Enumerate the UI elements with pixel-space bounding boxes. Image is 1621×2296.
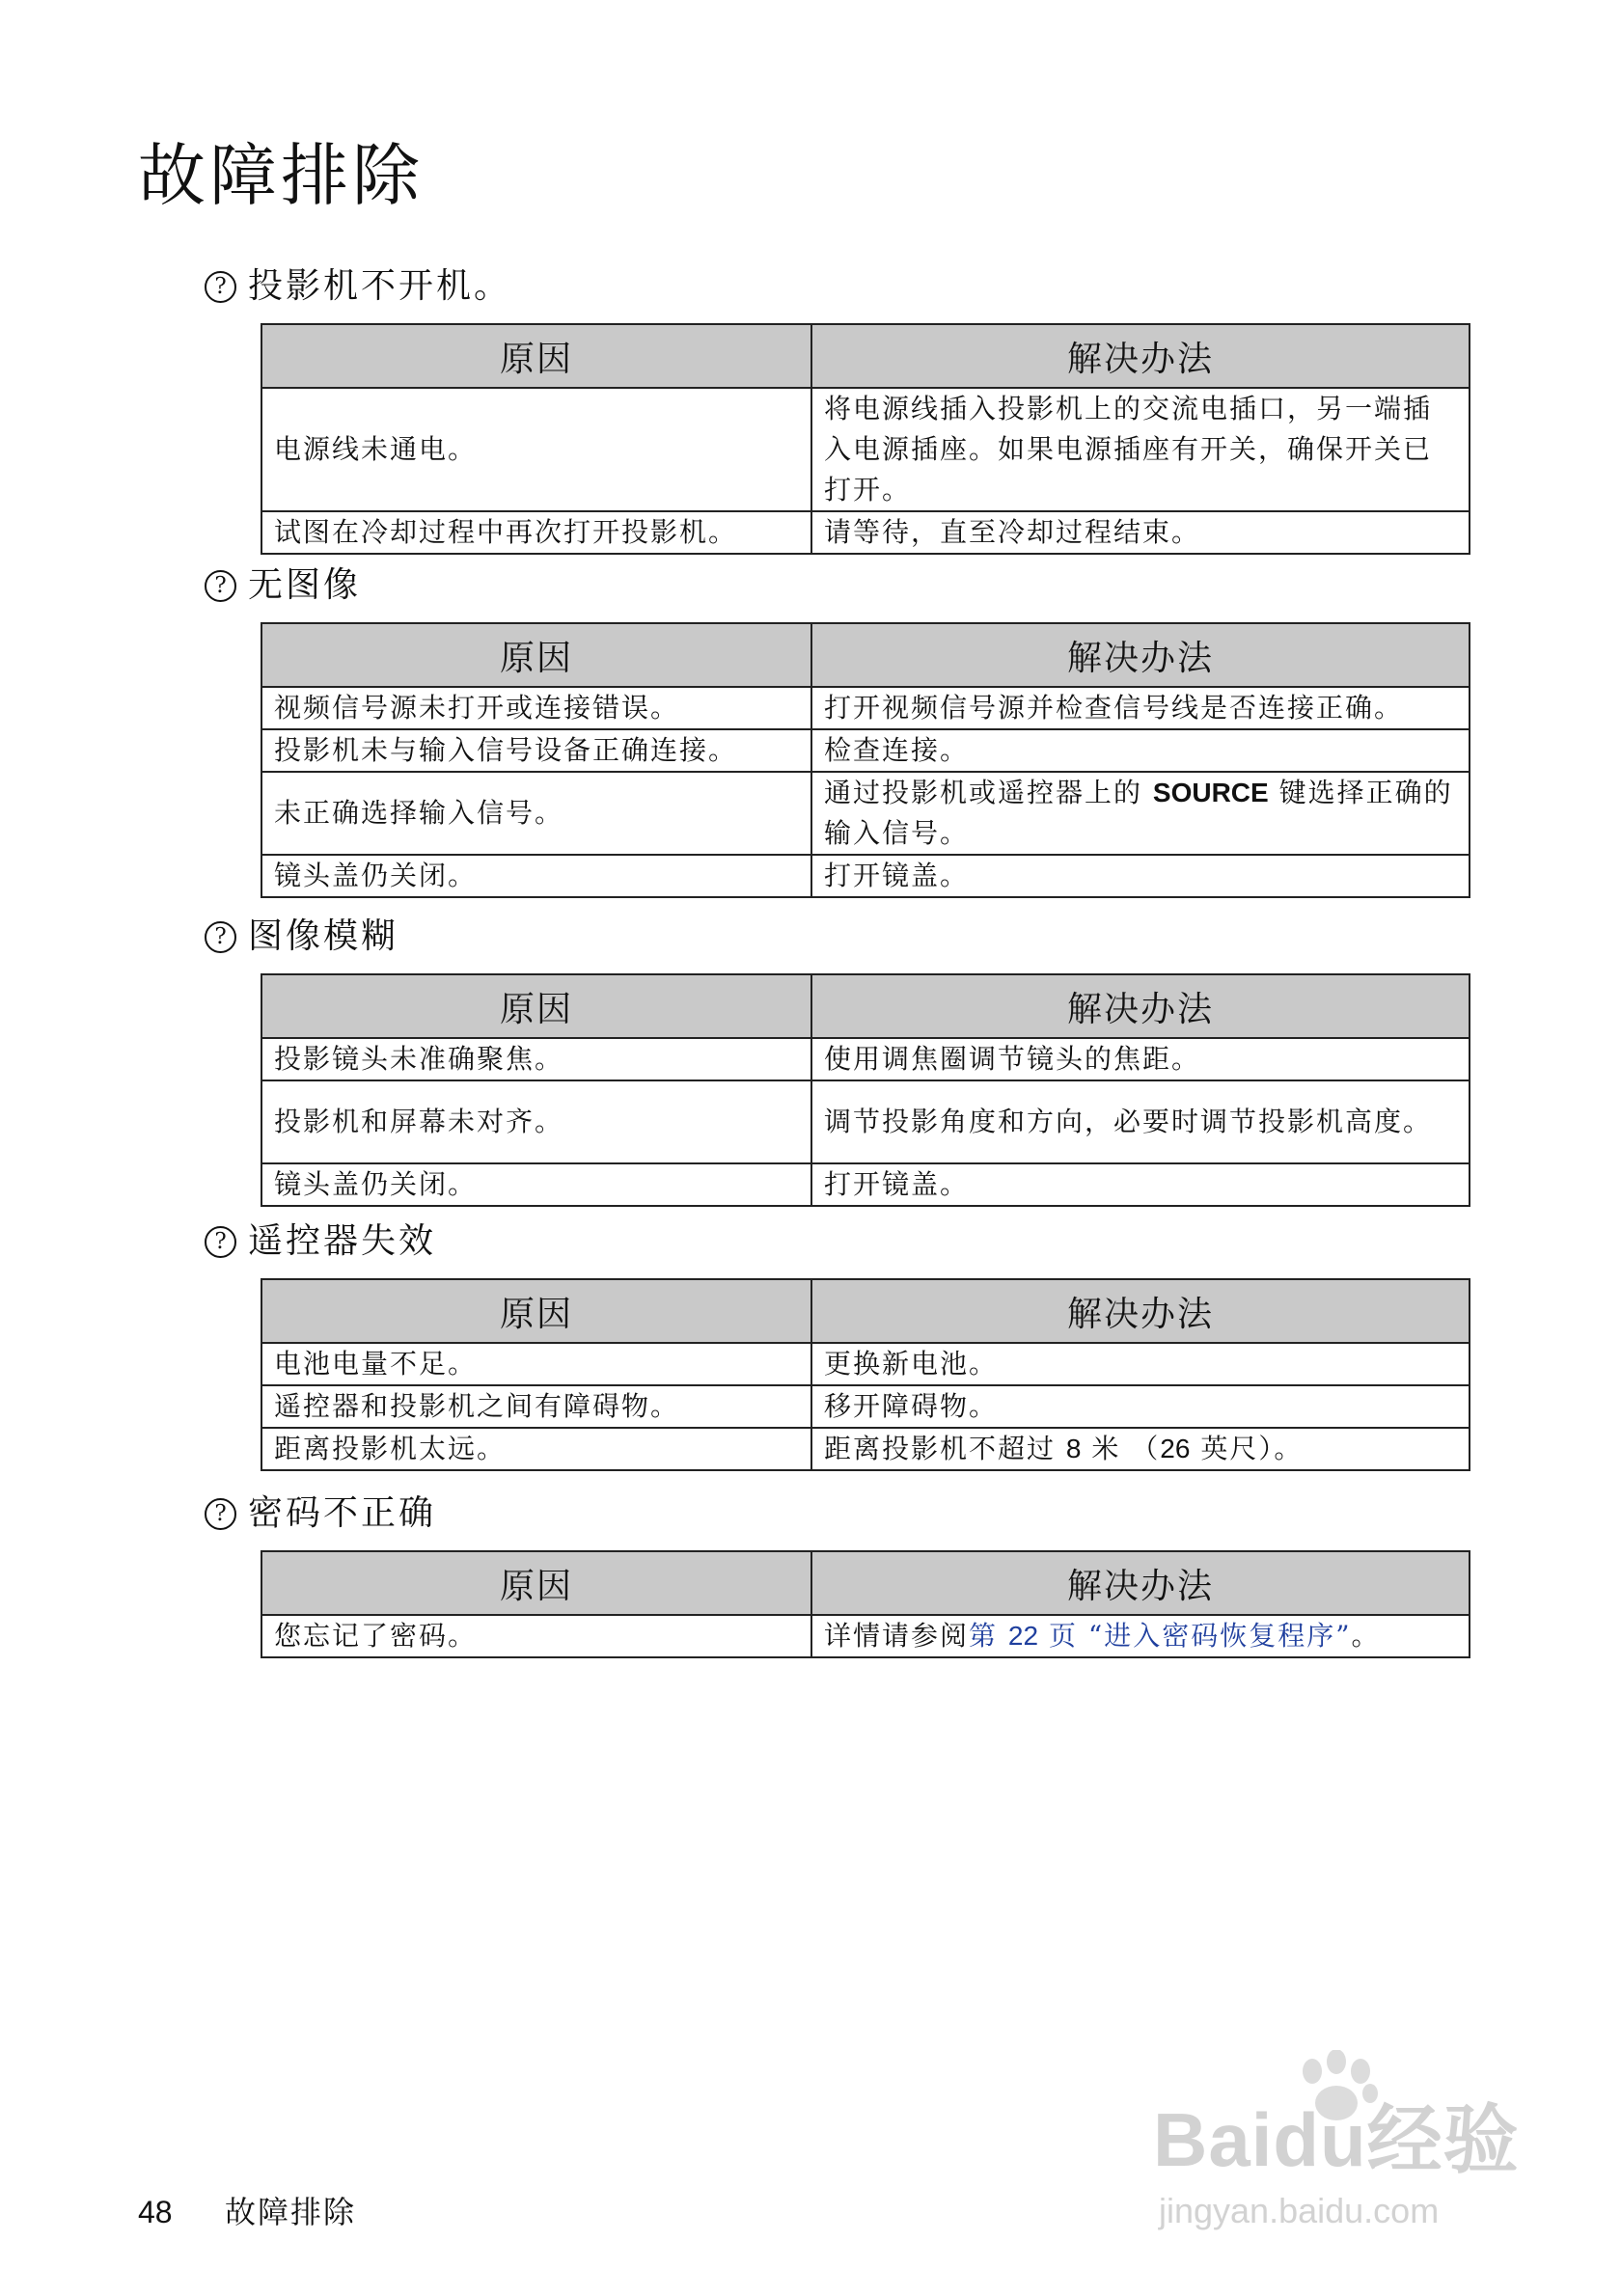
solution-cell: 更换新电池。: [811, 1343, 1470, 1385]
table-header-row: [261, 974, 1470, 1038]
distance-meters: 8: [1065, 1434, 1082, 1463]
solution-cell: 移开障碍物。: [811, 1385, 1470, 1428]
table-header-row: [261, 324, 1470, 388]
page-number: 48: [138, 2195, 173, 2229]
solution-cell: 调节投影角度和方向，必要时调节投影机高度。: [811, 1080, 1470, 1163]
table-row: [261, 1343, 1470, 1385]
troubleshoot-table: [261, 622, 1470, 898]
table-row: [261, 855, 1470, 897]
link-text: 第: [969, 1620, 1008, 1652]
solution-text: 距离投影机不超过: [824, 1433, 1066, 1464]
cause-cell: 您忘记了密码。: [261, 1615, 811, 1657]
watermark-url: jingyan.baidu.com: [1159, 2191, 1440, 2230]
solution-cell: 打开视频信号源并检查信号线是否连接正确。: [811, 687, 1470, 729]
question-icon: ?: [205, 1226, 236, 1258]
question-icon: ?: [205, 1498, 236, 1530]
link-page-number: 22: [1007, 1621, 1039, 1651]
cause-cell: 未正确选择输入信号。: [261, 772, 811, 855]
header-solution: 解决办法: [811, 974, 1470, 1038]
table-row: [261, 1038, 1470, 1080]
solution-cell: 将电源线插入投影机上的交流电插口，另一端插入电源插座。如果电源插座有开关，确保开关已打开。: [811, 388, 1470, 511]
table-row: [261, 388, 1470, 511]
table-row: [261, 511, 1470, 554]
cause-cell: 电池电量不足。: [261, 1343, 811, 1385]
cause-cell: 镜头盖仍关闭。: [261, 855, 811, 897]
question-icon: ?: [205, 921, 236, 953]
cause-cell: 试图在冷却过程中再次打开投影机。: [261, 511, 811, 554]
header-solution: 解决办法: [811, 1551, 1470, 1615]
cause-cell: 视频信号源未打开或连接错误。: [261, 687, 811, 729]
page-title: 故障排除: [138, 136, 424, 215]
table-row: [261, 772, 1470, 855]
solution-text: 键选择正确的输入信号。: [824, 777, 1453, 849]
solution-text: 米 （: [1081, 1433, 1161, 1464]
cause-cell: 遥控器和投影机之间有障碍物。: [261, 1385, 811, 1428]
solution-cell: [811, 1615, 1470, 1657]
header-cause: 原因: [261, 623, 811, 687]
cause-cell: 镜头盖仍关闭。: [261, 1163, 811, 1206]
table-row: [261, 1080, 1470, 1163]
solution-text: 通过投影机或遥控器上的: [824, 777, 1153, 808]
solution-text: 。: [1351, 1620, 1381, 1652]
table-row: [261, 1615, 1470, 1657]
troubleshoot-table: [261, 1550, 1470, 1658]
solution-cell: 检查连接。: [811, 729, 1470, 772]
header-solution: 解决办法: [811, 623, 1470, 687]
solution-cell: [811, 772, 1470, 855]
solution-text: 英尺）。: [1190, 1433, 1304, 1464]
troubleshoot-table: [261, 1278, 1470, 1471]
solution-cell: 打开镜盖。: [811, 855, 1470, 897]
footer-label: 故障排除: [225, 2194, 357, 2230]
link-text: 页 “进入密码恢复程序”: [1038, 1620, 1352, 1652]
section-blurry-image: [205, 913, 1469, 1207]
table-header-row: [261, 623, 1470, 687]
cause-cell: 投影机未与输入信号设备正确连接。: [261, 729, 811, 772]
solution-cell: [811, 1428, 1470, 1470]
header-solution: 解决办法: [811, 324, 1470, 388]
section-title: 图像模糊: [248, 916, 399, 956]
question-icon: ?: [205, 570, 236, 602]
table-row: [261, 1163, 1470, 1206]
table-row: [261, 687, 1470, 729]
cause-cell: 投影机和屏幕未对齐。: [261, 1080, 811, 1163]
troubleshoot-table: [261, 973, 1470, 1207]
solution-cell: 使用调焦圈调节镜头的焦距。: [811, 1038, 1470, 1080]
header-solution: 解决办法: [811, 1279, 1470, 1343]
source-key-label: SOURCE: [1152, 778, 1269, 807]
section-no-power: [205, 262, 1469, 555]
table-row: [261, 1385, 1470, 1428]
header-cause: 原因: [261, 1279, 811, 1343]
watermark-logo: Baidu经验: [1153, 2097, 1520, 2182]
table-header-row: [261, 1279, 1470, 1343]
section-title: 无图像: [248, 565, 362, 605]
header-cause: 原因: [261, 1551, 811, 1615]
cause-cell: 电源线未通电。: [261, 388, 811, 511]
section-wrong-password: [205, 1490, 1469, 1658]
section-remote-failure: [205, 1217, 1469, 1471]
solution-text: 详情请参阅: [824, 1620, 970, 1652]
solution-cell: 打开镜盖。: [811, 1163, 1470, 1206]
question-icon: ?: [205, 271, 236, 303]
section-title: 遥控器失效: [248, 1221, 437, 1261]
baidu-watermark: [1153, 2050, 1539, 2243]
password-recovery-link[interactable]: [969, 1620, 1352, 1652]
header-cause: 原因: [261, 974, 811, 1038]
section-title: 投影机不开机。: [248, 266, 512, 306]
table-header-row: [261, 1551, 1470, 1615]
troubleshoot-table: [261, 323, 1470, 555]
cause-cell: 投影镜头未准确聚焦。: [261, 1038, 811, 1080]
solution-cell: 请等待，直至冷却过程结束。: [811, 511, 1470, 554]
section-title: 密码不正确: [248, 1493, 437, 1533]
distance-feet: 26: [1160, 1434, 1191, 1463]
cause-cell: 距离投影机太远。: [261, 1428, 811, 1470]
table-row: [261, 729, 1470, 772]
section-no-image: [205, 561, 1469, 898]
header-cause: 原因: [261, 324, 811, 388]
table-row: [261, 1428, 1470, 1470]
